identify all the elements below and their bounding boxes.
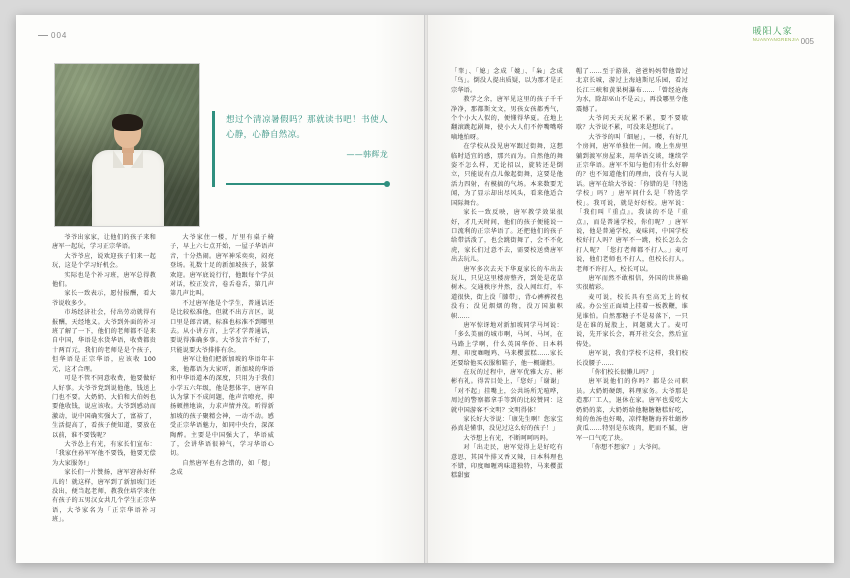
left-column-1 bbox=[52, 233, 156, 525]
folio-rule bbox=[38, 35, 48, 36]
paragraph: 大爷家住一楼，厅里有桌子椅子，早上六七点开始，一屋子华语声音，十分热闹。唐军神采奕奕，闷亮登场。礼数十足的新加坡孩子，鼓掌欢迎。唐军底说行行，他跟每个学员对话，校正发音，卷舌卷舌，第几声第几声比叫。 bbox=[170, 234, 274, 298]
paragraph: 实际也是个补习班，唐军总得教他们。 bbox=[52, 271, 156, 289]
pullquote-text: 想过个清凉暑假吗？那就读书吧！书使人心静，心静自然凉。 bbox=[226, 115, 388, 140]
paragraph: 唐军说他们的你吗？都是公司职员。大奶奶硬朗，料理家务。大爷那是造那厂工人，退休在家。唐军也爱吃大奶奶的菜，大奶奶给他糖糖糖糕好吃，炖的鱼汤也好喝，凉拌糖糖海苔牡蛎炒黄瓜……特别是东坡肉，肥而不腻，唐军一口气吃了块。 bbox=[576, 378, 688, 442]
left-column-3 bbox=[288, 233, 392, 525]
paragraph: 唐军说，我们学校不这样，我们校长没腰子…… bbox=[576, 350, 688, 367]
left-page bbox=[16, 15, 425, 563]
paragraph: 对「出走民，唐军觉得上是好吃有意思，其国牛排又香又辣，日本科理也不错，印度咖喱鸡味道独特，马来樱蛋糕甜蜜 bbox=[451, 444, 563, 480]
paragraph: 唐军惊讶地对新加坡同学马坷说：「多么美丽的城市啊，马坷、马坷，在马路上学啊，什么英国华侨、日本料理、印度咖喱鸡、马来樱蛋糕……家长还要给他买衣服和鞋子，他一概谢拒。 bbox=[451, 321, 563, 367]
paragraph: 大爷问天天玩累不累，要不要歇歇？大爷说不累，可没来是想玩了。 bbox=[576, 115, 688, 132]
paragraph: 「睾」、「媳」念成「媲」、「枭」念成「鸟」。倒没人提出质疑，以为那才是正宗华语。 bbox=[451, 68, 563, 94]
left-page-columns bbox=[52, 233, 392, 525]
paragraph: 家长一致反映，唐军教学效果很好，才几天时间，他们的孩子便能说一口流利的正宗华语了。还把他们的孩子给带活泼了，也会跳街舞了，会不不化虎，家长们过意不去，需要校送费唐军出去玩儿。 bbox=[451, 209, 563, 264]
paragraph: 「你想不想家？」大爷问。 bbox=[588, 444, 665, 452]
right-page-columns bbox=[451, 67, 813, 481]
paragraph: 教学之余，唐军见这里的孩子千千净净，那都斯文文，男孩女孩都秀气，个个小大人似的，便懂得华夏。在地上翻滚跳起剧舞，使小大人们不停嘴嘴嗒嘀地怕呀。 bbox=[451, 96, 563, 141]
left-column-2 bbox=[170, 233, 274, 525]
portrait-photo bbox=[54, 63, 200, 227]
paragraph: 「你们校长很懒儿吗？」 bbox=[588, 369, 659, 376]
paragraph: 大爷怂上有光，有家长们宣布：「我家住孙军军他不要钱，他要无偿为大家服务!」 bbox=[52, 440, 156, 467]
pullquote-divider bbox=[226, 183, 388, 185]
paragraph: 唐军多次去天下华夏家长的车出去玩儿，只见这里楼房整齐，到处是花草树木。交通秩序井然，没人闯红灯，车道很快，街上没「膝带」，背心裤裤衩也没有；没见烟烟的物，没万国旗帜帜…… bbox=[451, 265, 563, 320]
paragraph: 在学校从没见唐军跟过街舞，这想临时适宜的感，那兴而为。自然他的舞姿不怎么样，无论招以，旋转还是倒立，只能说有点儿像起街舞，这要是他活力四射，有模搞的气场。本来数要无闻，为了显示却出尽风头，看来他适合国际舞台。 bbox=[451, 143, 563, 207]
logo-mark bbox=[752, 27, 800, 47]
right-column-3 bbox=[701, 67, 813, 481]
right-column-2 bbox=[576, 67, 688, 481]
photo-person bbox=[83, 114, 175, 226]
paragraph: 大爷想上有光，不断呵呵吗吗。 bbox=[463, 434, 553, 442]
paragraph: 唐军而然不敢相信，外国的世界确实很精彩。 bbox=[576, 274, 688, 292]
paragraph: 大爷爷应，说欢迎孩子们来一起玩，这是个学习好机会。 bbox=[52, 252, 156, 270]
paragraph: 大爷爷的叫「細屉」，一楼，有好几个房间，唐军单独住一间。晚上坐房里躺到渡军房屋来，用华语交谈，继续学正宗华语。唐军不知与他们有什么好聊的？也不知道他们的理由，没有与人说话。唐军在给大爷说：「你错的是「特选学校」吗？」唐军问什么是「特选学校」。我可说，就是好好校。唐军说：「我们叫『重点』。我读的不是『重点』，而是普通学校，你们呢？」唐军说，他是普通学校，麦味问，中国学校校好打人吗？唐军不一跳，校长怎么会打人呢？「您打老师都不打人。」麦可说，他们老师也不打人，但校长打人。老师不许打人，校长可以。 bbox=[576, 133, 688, 273]
paragraph: 帽了……至于游景，爸爸妈妈带他曾过北京长城，游过上海迪斯尼乐园，看过长江三峡和黄果树瀑布……「曾经沧海为水，除却巫山不是云」，再没哪里令他震撼了。 bbox=[576, 68, 688, 113]
magazine-logo bbox=[753, 27, 814, 47]
paragraph: 市场经济社会，付出劳动就得有报酬，天经地义。大爷到外面的补习班了解了一下，他们的老师都不是来自中国，华语是水货华语，收费都贵十两百元，我们的老师是是个孩子，但华语是正宗华语，应该收 100 元，这才合理。 bbox=[52, 309, 156, 373]
paragraph: 家长好大爷说：「康先生啊！您家宝孙真是懂事，没见过这么好的孩子！」 bbox=[451, 416, 563, 433]
paragraph: 家长们一片赞扬，唐军窘孙好样儿的！就这样，唐军到了新加坡门还没出，便当起老师，教我住培学来住有孩子的五男汉女共几个学生正宗华语，大爷家名为「正宗华语补习班」。 bbox=[52, 469, 156, 524]
folio-left bbox=[38, 31, 67, 40]
paragraph: 自然唐军也有念错的，如「偲」念成 bbox=[170, 459, 274, 477]
right-column-1 bbox=[451, 67, 563, 481]
open-book bbox=[16, 15, 834, 563]
paragraph: 爷爷出家家，让他们的孩子来和唐军一起玩，学习正宗华语。 bbox=[52, 234, 156, 251]
person-hair bbox=[112, 114, 143, 131]
pullquote bbox=[226, 113, 388, 162]
paragraph: 家长一致表示，愿付报酬，看大爷说收多少。 bbox=[52, 290, 156, 307]
paragraph: 不过唐军他是个学生，普通话还是比较松准他，但就不出方言区，说口里是郎音调，标准也标准不到哪里去。从小讲方言，上学才学普通话，要说得准确多事。大爷发音不好了，只能说要大爷排排有余。 bbox=[170, 299, 274, 354]
paragraph: 唐军让他们把新加坡的华语年丰来，他都语为大家听，新加坡的华语和中华语道本的深度，只用为于我们小学五六年级，他是想体字，唐军自认为掌下不成问题，他声音嘹亮，抑扬顿挫地读，力求声情并茂。听得新加坡的孩子聚精会神，一动不动。感受正宗华语魅力，如同中央台，深深陶醉。主要是中国强大了，华语威了，会讲华语很神气，学习华语心切。 bbox=[170, 356, 274, 458]
folio-left-number: 004 bbox=[51, 31, 68, 40]
pullquote-accent-bar bbox=[212, 111, 215, 187]
logo-english: NUANYANGRENJIA bbox=[752, 37, 800, 42]
pullquote-attribution: ——韩辉龙 bbox=[346, 150, 388, 159]
logo-chinese: 暖阳人家 bbox=[752, 27, 793, 37]
paragraph: 在玩的过程中，唐军优雅大方、彬彬有礼。得苦目处上，「您好」「谢谢」「对不起」挂嘴上，公共场所无喧哗，周过的警察都拿手等到的比较赞同：这就中国游客不文明？文明得体！ bbox=[451, 369, 563, 414]
paragraph: 麦可说，校长具有至高无上的权威。办公室正面墙上挂着一板教鞭，谁见谁怕。自然那糖子不是易落下，一只是在谁的屁股上，问题就大了。麦可说，先开家长会，再开社交会，然后宣传处。 bbox=[576, 293, 688, 348]
right-page bbox=[425, 15, 834, 563]
folio-right-number: 005 bbox=[800, 37, 814, 46]
paragraph: 可是不管不同意收费，他要做好人好事。大爷爷党到说他他，钱送上门也不要。大奶奶、大伯和大伯妈也要他收钱，说应该收。大爷到感动而激动，说中国确实强大了，富裕了，生活提高了，看孩子便知道，要放在以前，谁不要钱呢？ bbox=[52, 375, 156, 439]
